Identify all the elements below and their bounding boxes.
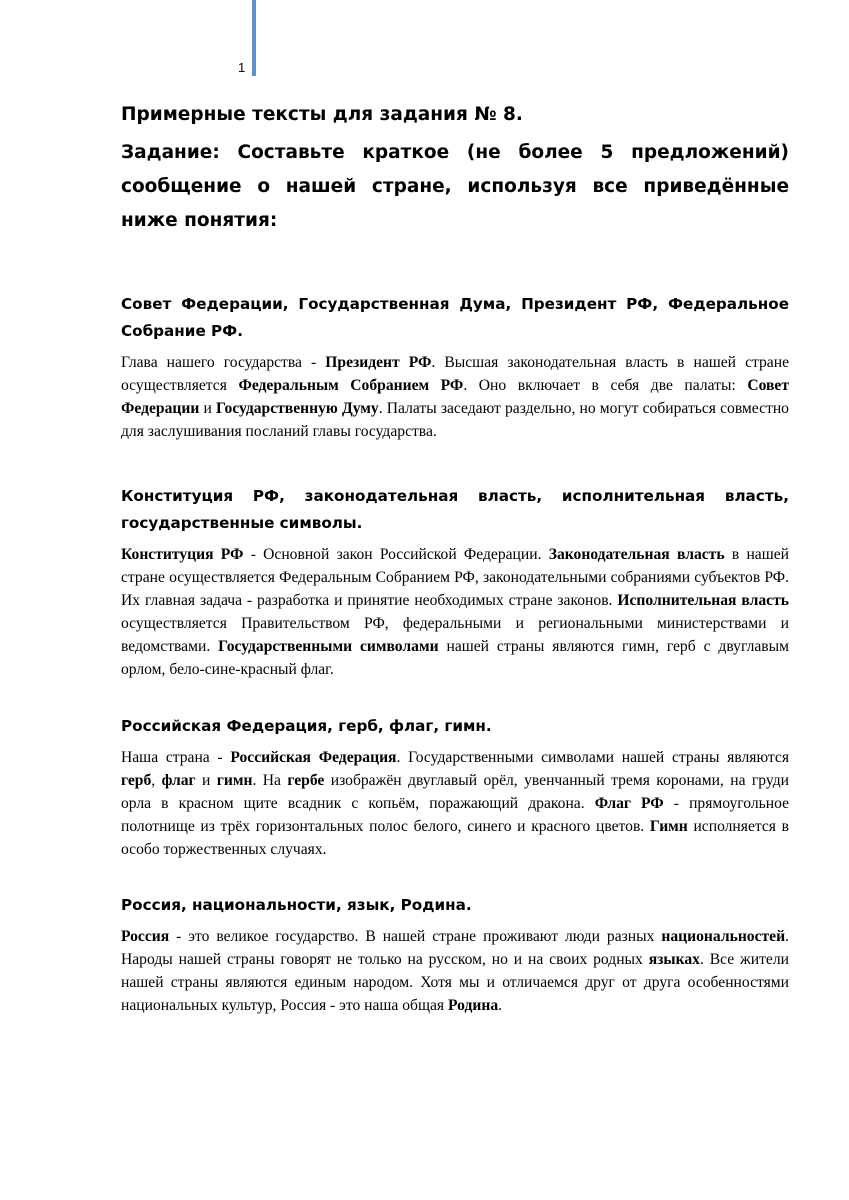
key-term: Законодательная власть	[548, 546, 725, 563]
section-constitution	[121, 483, 789, 681]
section-body: Наша страна - Российская Федерация. Государственными символами нашей страны являются герб, флаг и гимн. На гербе изображён двуглавый орёл, увенчанный тремя коронами, на груди орла в красном щите всадник с копьём, поражающий дракона. Флаг РФ - прямоугольное полотнище из трёх горизонтальных полос белого, синего и красного цветов. Гимн исполняется в особо торжественных случаях.	[121, 749, 789, 858]
key-term: Государственную Думу	[215, 400, 379, 417]
section-heading: Россия, национальности, язык, Родина.	[121, 896, 472, 914]
section-body: Конституция РФ - Основной закон Российской Федерации. Законодательная власть в нашей стране осуществляется Федеральным Собранием РФ, законодательными собраниями субъектов РФ. Их главная задача - разработка и принятие необходимых стране законов. Исполнительная власть осуществляется Правительством РФ, федеральными и региональными министерствами и ведомствами. Государственными символами нашей страны являются гимн, герб с двуглавым орлом, бело-сине-красный флаг.	[121, 546, 789, 678]
section-heading: Российская Федерация, герб, флаг, гимн.	[121, 717, 492, 735]
key-term: Россия	[121, 928, 170, 945]
key-term: Исполнительная власть	[617, 592, 789, 609]
key-term: Флаг РФ	[594, 795, 664, 812]
key-term: языках	[648, 951, 700, 968]
header-accent-bar	[252, 0, 256, 76]
key-term: Конституция РФ	[121, 546, 244, 563]
section-heading: Конституция РФ, законодательная власть, исполнительная власть, государственные символы.	[121, 487, 789, 532]
key-term: Государственными символами	[218, 638, 439, 655]
document-title: Примерные тексты для задания № 8.	[121, 104, 523, 125]
key-term: Федеральным Собранием РФ	[238, 377, 464, 394]
key-term: Совет Федерации	[121, 377, 789, 417]
section-state-symbols	[121, 713, 789, 861]
key-term: флаг	[161, 772, 196, 789]
key-term: Гимн	[649, 818, 688, 835]
key-term: Родина	[447, 997, 499, 1014]
key-term: Президент РФ	[325, 354, 432, 371]
key-term: национальностей	[661, 928, 786, 945]
task-statement: Задание: Составьте краткое (не более 5 предложений) сообщение о нашей стране, используя все приведённые ниже понятия:	[121, 142, 789, 231]
section-heading: Совет Федерации, Государственная Дума, Президент РФ, Федеральное Собрание РФ.	[121, 295, 789, 340]
section-federal-assembly	[121, 291, 789, 443]
key-term: гербе	[287, 772, 325, 789]
page-number: 1	[238, 60, 246, 75]
section-body: Глава нашего государства - Президент РФ. Высшая законодательная власть в нашей стране осуществляется Федеральным Собранием РФ. Оно включает в себя две палаты: Совет Федерации и Государственную Думу. Палаты заседают раздельно, но могут собираться совместно для заслушивания посланий главы государства.	[121, 354, 789, 440]
section-motherland	[121, 892, 789, 1017]
document-content	[121, 98, 789, 1017]
key-term: Российская Федерация	[230, 749, 397, 766]
section-body: Россия - это великое государство. В нашей стране проживают люди разных национальностей. Народы нашей страны говорят не только на русском, но и на своих родных языках. Все жители нашей страны являются единым народом. Хотя мы и отличаемся друг от друга особенностями национальных культур, Россия - это наша общая Родина.	[121, 928, 789, 1014]
key-term: герб	[121, 772, 152, 789]
key-term: гимн	[216, 772, 253, 789]
